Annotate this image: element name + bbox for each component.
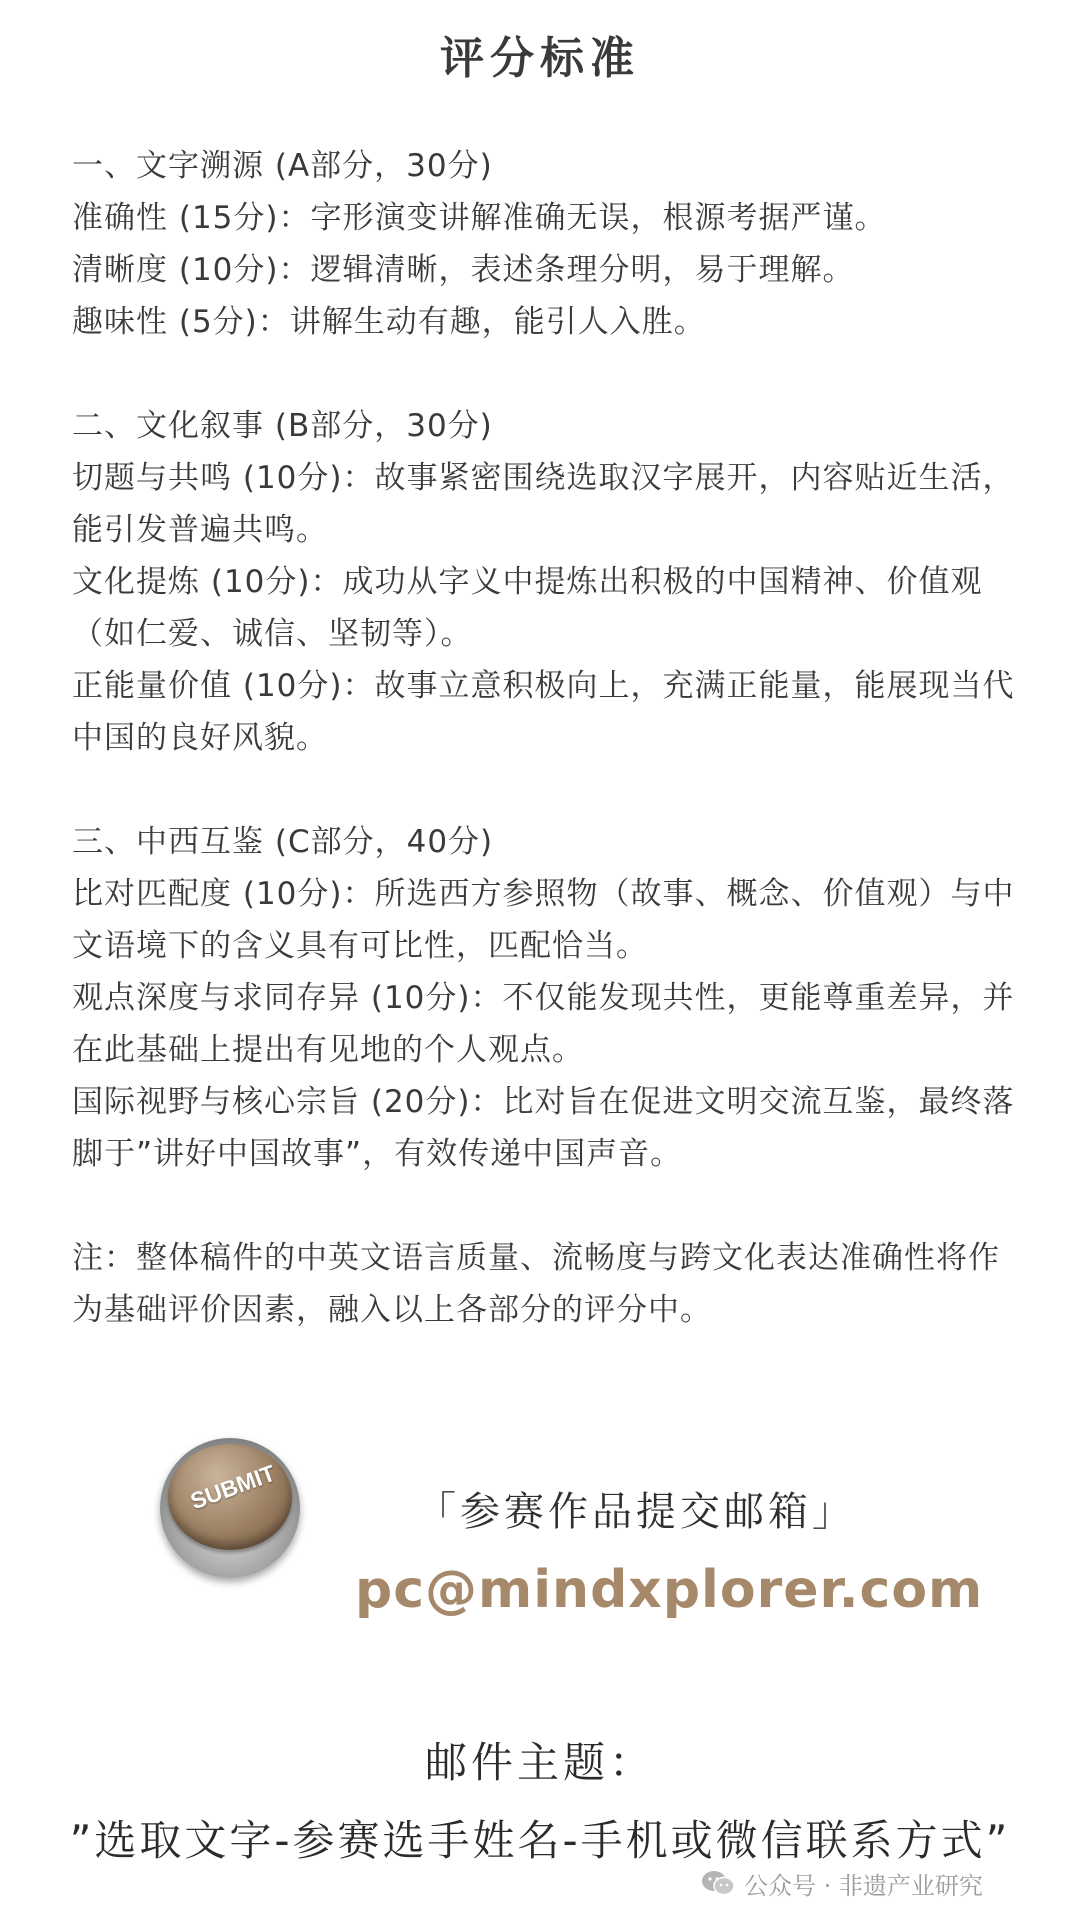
watermark — [700, 1865, 983, 1901]
submit-button[interactable] — [160, 1438, 306, 1584]
section-a — [72, 140, 1022, 348]
page-title: 评分标准 — [440, 33, 640, 84]
criterion-item: 比对匹配度 (10分)：所选西方参照物（故事、概念、价值观）与中文语境下的含义具有可比性，匹配恰当。 — [72, 876, 1015, 964]
section-heading: 二、文化叙事 (B部分，30分) — [72, 408, 493, 444]
email-subject-format: ”选取文字-参赛选手姓名-手机或微信联系方式” — [69, 1816, 1011, 1865]
section-heading: 三、中西互鉴 (C部分，40分) — [72, 824, 494, 860]
note-section — [72, 1232, 1022, 1336]
submission-email-label: 「参赛作品提交邮箱」 — [416, 1489, 856, 1535]
criterion-item: 观点深度与求同存异 (10分)：不仅能发现共性，更能尊重差异，并在此基础上提出有见地的个人观点。 — [72, 980, 1015, 1068]
criterion-item: 文化提炼 (10分)：成功从字义中提炼出积极的中国精神、价值观（如仁爱、诚信、坚韧等）。 — [72, 564, 983, 652]
criterion-item: 趣味性 (5分)：讲解生动有趣，能引人入胜。 — [72, 304, 706, 340]
section-c — [72, 816, 1022, 1180]
criterion-item: 国际视野与核心宗旨 (20分)：比对旨在促进文明交流互鉴，最终落脚于”讲好中国故事”，有效传递中国声音。 — [72, 1084, 1015, 1172]
email-subject-label: 邮件主题： — [424, 1738, 655, 1787]
submission-email[interactable]: pc@mindxplorer.com — [355, 1560, 984, 1620]
criterion-item: 清晰度 (10分)：逻辑清晰，表述条理分明，易于理解。 — [72, 252, 855, 288]
submit-button-top — [168, 1444, 292, 1550]
watermark-text: 公众号 · 非遗产业研究 — [744, 1871, 983, 1900]
submit-button-base — [160, 1438, 300, 1578]
section-heading: 一、文字溯源 (A部分，30分) — [72, 148, 493, 184]
wechat-icon — [700, 1869, 736, 1897]
criterion-item: 切题与共鸣 (10分)：故事紧密围绕选取汉字展开，内容贴近生活，能引发普遍共鸣。 — [72, 460, 1015, 548]
criterion-item: 准确性 (15分)：字形演变讲解准确无误，根源考据严谨。 — [72, 200, 887, 236]
note-text: 注：整体稿件的中英文语言质量、流畅度与跨文化表达准确性将作为基础评价因素，融入以上各部分的评分中。 — [72, 1240, 1000, 1328]
criteria-content — [72, 140, 1022, 1388]
criterion-item: 正能量价值 (10分)：故事立意积极向上，充满正能量，能展现当代中国的良好风貌。 — [72, 668, 1015, 756]
submit-button-label: SUBMIT — [186, 1459, 279, 1515]
section-b — [72, 400, 1022, 764]
